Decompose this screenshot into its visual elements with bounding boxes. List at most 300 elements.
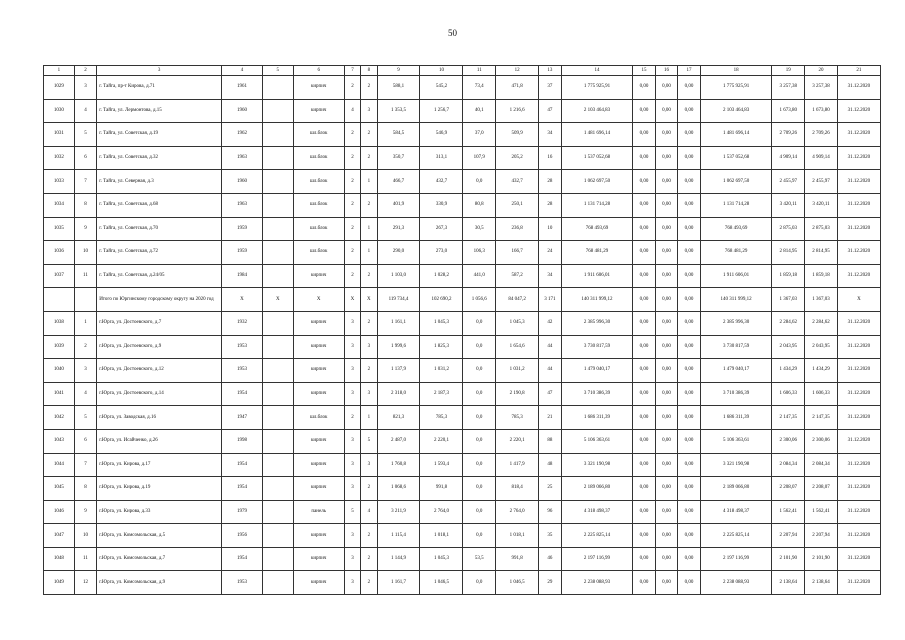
header-cell-12: 12 <box>496 66 539 76</box>
table-cell-col-4: 1960 <box>222 99 263 123</box>
table-cell-col-8: X <box>361 288 377 312</box>
table-cell-col-2: 11 <box>74 264 97 288</box>
table-cell-col-15: 0,00 <box>633 170 656 194</box>
table-cell-col-12: 509,9 <box>496 123 539 147</box>
table-cell-col-17: 0,00 <box>678 359 701 383</box>
table-cell-col-21: 31.12.2020 <box>837 500 880 524</box>
table-cell-col-21: 31.12.2020 <box>837 170 880 194</box>
table-cell-col-13: 28 <box>539 193 562 217</box>
table-cell-col-9: 588,1 <box>377 76 420 100</box>
table-cell-col-18: 4 318 498,37 <box>700 500 772 524</box>
table-cell-col-1: 1041 <box>44 382 75 406</box>
table-row <box>44 123 881 147</box>
table-cell-col-15: 0,00 <box>633 500 656 524</box>
table-cell-col-10: 991,8 <box>420 477 463 501</box>
table-cell-col-5 <box>262 429 293 453</box>
table-cell-col-21: X <box>837 288 880 312</box>
table-cell-col-20: 3 420,11 <box>805 193 838 217</box>
table-cell-col-17: 0,00 <box>678 76 701 100</box>
table-cell-col-17: 0,00 <box>678 524 701 548</box>
table-cell-col-12: 205,2 <box>496 146 539 170</box>
table-cell-col-13: 47 <box>539 99 562 123</box>
table-cell-col-16: 0,00 <box>655 406 678 430</box>
table-cell-col-6: кирпич <box>293 76 344 100</box>
table-cell-col-19: 4 909,14 <box>772 146 805 170</box>
header-cell-3: 3 <box>97 66 222 76</box>
table-cell-col-19: 2 300,06 <box>772 429 805 453</box>
table-cell-col-13: 25 <box>539 477 562 501</box>
table-cell-col-13: 24 <box>539 241 562 265</box>
table-cell-col-13: 28 <box>539 170 562 194</box>
table-cell-col-11: 80,8 <box>463 193 496 217</box>
table-cell-col-16: 0,00 <box>655 359 678 383</box>
table-cell-col-20: 2 875,03 <box>805 217 838 241</box>
table-cell-col-5: X <box>262 288 293 312</box>
table-cell-col-2: 5 <box>74 406 97 430</box>
table-cell-col-18: 2 197 116,99 <box>700 547 772 571</box>
table-cell-col-18: 1 686 311,39 <box>700 406 772 430</box>
table-cell-col-11: 0,0 <box>463 571 496 595</box>
table-cell-col-8: 3 <box>361 99 377 123</box>
table-cell-col-3: г.Юрга, ул. Достоевского, д.12 <box>97 359 222 383</box>
table-row <box>44 382 881 406</box>
table-cell-col-3: г.Юрга, ул. Заводская, д.16 <box>97 406 222 430</box>
table-cell-col-19: 3 420,11 <box>772 193 805 217</box>
table-cell-col-12: 2 190,8 <box>496 382 539 406</box>
table-cell-col-14: 2 225 825,14 <box>561 524 633 548</box>
header-cell-19: 19 <box>772 66 805 76</box>
table-cell-col-11: 0,0 <box>463 453 496 477</box>
table-cell-col-15: 0,00 <box>633 453 656 477</box>
table-cell-col-7: 3 <box>344 453 360 477</box>
table-cell-col-17: 0,00 <box>678 477 701 501</box>
table-cell-col-3: г.Юрга, ул. Комсомольская, д.9 <box>97 571 222 595</box>
table-cell-col-4: 1979 <box>222 500 263 524</box>
table-cell-col-16: 0,00 <box>655 217 678 241</box>
table-cell-col-18: 768 493,69 <box>700 217 772 241</box>
table-row <box>44 264 881 288</box>
table-cell-col-9: 1 161,1 <box>377 311 420 335</box>
table-cell-col-11: 0,0 <box>463 382 496 406</box>
table-cell-col-10: 546,9 <box>420 123 463 147</box>
table-cell-col-7: 2 <box>344 264 360 288</box>
table-cell-col-2: 2 <box>74 335 97 359</box>
header-cell-15: 15 <box>633 66 656 76</box>
table-cell-col-12: 1 216,6 <box>496 99 539 123</box>
table-cell-col-5 <box>262 477 293 501</box>
table-cell-col-11: 37,0 <box>463 123 496 147</box>
table-cell-col-13: 34 <box>539 264 562 288</box>
table-cell-col-18: 140 311 999,12 <box>700 288 772 312</box>
table-cell-col-14: 768 481,29 <box>561 241 633 265</box>
table-cell-col-19: 2 207,94 <box>772 524 805 548</box>
table-cell-col-20: 2 138,64 <box>805 571 838 595</box>
table-row <box>44 241 881 265</box>
table-cell-col-13: 35 <box>539 524 562 548</box>
table-cell-col-5 <box>262 453 293 477</box>
table-cell-col-15: 0,00 <box>633 477 656 501</box>
table-cell-col-7: 3 <box>344 524 360 548</box>
table-cell-col-5 <box>262 382 293 406</box>
table-cell-col-11: 441,0 <box>463 264 496 288</box>
table-cell-col-9: 2 487,0 <box>377 429 420 453</box>
table-row <box>44 500 881 524</box>
table-cell-col-18: 768 481,29 <box>700 241 772 265</box>
table-cell-col-3: г. Тайга, ул. Советская, д.68 <box>97 193 222 217</box>
table-cell-col-18: 2 238 088,93 <box>700 571 772 595</box>
table-cell-col-17: 0,00 <box>678 123 701 147</box>
table-cell-col-1: 1034 <box>44 193 75 217</box>
table-cell-col-20: 2 043,95 <box>805 335 838 359</box>
table-cell-col-16: 0,00 <box>655 335 678 359</box>
table-cell-col-14: 4 318 498,37 <box>561 500 633 524</box>
table-cell-col-1: 1036 <box>44 241 75 265</box>
table-cell-col-20: 2 207,94 <box>805 524 838 548</box>
table-cell-col-13: 46 <box>539 547 562 571</box>
table-cell-col-8: 2 <box>361 146 377 170</box>
table-cell-col-7: 2 <box>344 146 360 170</box>
header-cell-10: 10 <box>420 66 463 76</box>
table-cell-col-7: 3 <box>344 311 360 335</box>
table-cell-col-8: 3 <box>361 382 377 406</box>
table-cell-col-19: 1 434,29 <box>772 359 805 383</box>
table-cell-col-5 <box>262 264 293 288</box>
table-cell-col-17: 0,00 <box>678 571 701 595</box>
table-cell-col-13: 10 <box>539 217 562 241</box>
table-cell-col-3: г.Юрга, ул. Достоевского, д.14 <box>97 382 222 406</box>
header-cell-17: 17 <box>678 66 701 76</box>
table-cell-col-1: 1044 <box>44 453 75 477</box>
table-cell-col-7: 2 <box>344 123 360 147</box>
table-cell-col-15: 0,00 <box>633 524 656 548</box>
table-cell-col-11: 53,5 <box>463 547 496 571</box>
table-cell-col-21: 31.12.2020 <box>837 429 880 453</box>
table-cell-col-15: 0,00 <box>633 241 656 265</box>
table-cell-col-12: 432,7 <box>496 170 539 194</box>
table-cell-col-3: г. Тайга, ул. Лермонтова, д.15 <box>97 99 222 123</box>
table-cell-col-20: 1 367,03 <box>805 288 838 312</box>
table-cell-col-3: г.Юрга, ул. Кирова, д.19 <box>97 477 222 501</box>
table-cell-col-16: 0,00 <box>655 99 678 123</box>
table-cell-col-3: г.Юрга, ул. Исайченко, д.26 <box>97 429 222 453</box>
table-cell-col-16: 0,00 <box>655 571 678 595</box>
table-cell-col-6: кирпич <box>293 477 344 501</box>
table-cell-col-9: 821,3 <box>377 406 420 430</box>
table-cell-col-15: 0,00 <box>633 406 656 430</box>
table-cell-col-7: 3 <box>344 477 360 501</box>
table-cell-col-12: 991,8 <box>496 547 539 571</box>
table-cell-col-9: 2 318,0 <box>377 382 420 406</box>
table-cell-col-10: 273,0 <box>420 241 463 265</box>
table-cell-col-4: 1963 <box>222 146 263 170</box>
table-cell-col-14: 3 730 817,59 <box>561 335 633 359</box>
table-cell-col-1: 1046 <box>44 500 75 524</box>
table-cell-col-1 <box>44 288 75 312</box>
table-cell-col-19: 2 455,97 <box>772 170 805 194</box>
table-cell-col-10: 2 764,0 <box>420 500 463 524</box>
table-cell-col-13: 34 <box>539 123 562 147</box>
table-cell-col-6: кирпич <box>293 382 344 406</box>
table-cell-col-19: 2 875,03 <box>772 217 805 241</box>
table-cell-col-12: 1 417,9 <box>496 453 539 477</box>
table-cell-col-11: 0,0 <box>463 335 496 359</box>
table-cell-col-10: 267,3 <box>420 217 463 241</box>
table-cell-col-3: г. Тайга, ул. Советская, д.32 <box>97 146 222 170</box>
table-cell-col-20: 2 300,06 <box>805 429 838 453</box>
table-cell-col-10: 1 045,3 <box>420 311 463 335</box>
table-cell-col-14: 5 106 363,61 <box>561 429 633 453</box>
header-cell-4: 4 <box>222 66 263 76</box>
header-cell-14: 14 <box>561 66 633 76</box>
table-cell-col-12: 785,3 <box>496 406 539 430</box>
table-cell-col-10: 1 046,5 <box>420 571 463 595</box>
table-cell-col-14: 140 311 999,12 <box>561 288 633 312</box>
table-cell-col-13: 96 <box>539 500 562 524</box>
table-header-row <box>44 66 881 76</box>
table-cell-col-19: 2 101,90 <box>772 547 805 571</box>
table-cell-col-20: 2 455,97 <box>805 170 838 194</box>
table-cell-col-11: 0,0 <box>463 524 496 548</box>
table-cell-col-18: 5 106 363,61 <box>700 429 772 453</box>
table-cell-col-13: 44 <box>539 335 562 359</box>
table-cell-col-13: 37 <box>539 76 562 100</box>
table-cell-col-7: 4 <box>344 99 360 123</box>
table-cell-col-8: 5 <box>361 429 377 453</box>
table-cell-col-1: 1031 <box>44 123 75 147</box>
table-cell-col-4: 1932 <box>222 311 263 335</box>
table-cell-col-13: 16 <box>539 146 562 170</box>
table-cell-col-12: 818,4 <box>496 477 539 501</box>
table-cell-col-9: 1 353,5 <box>377 99 420 123</box>
table-cell-col-8: 3 <box>361 335 377 359</box>
table-cell-col-16: 0,00 <box>655 288 678 312</box>
table-cell-col-10: 330,9 <box>420 193 463 217</box>
header-cell-18: 18 <box>700 66 772 76</box>
table-cell-col-2: 9 <box>74 217 97 241</box>
table-cell-col-21: 31.12.2020 <box>837 406 880 430</box>
table-cell-col-6: шл.блок <box>293 241 344 265</box>
table-cell-col-21: 31.12.2020 <box>837 99 880 123</box>
table-cell-col-14: 3 321 190,98 <box>561 453 633 477</box>
table-cell-col-9: 1 760,8 <box>377 453 420 477</box>
table-cell-col-12: 1 046,5 <box>496 571 539 595</box>
table-cell-col-8: 1 <box>361 170 377 194</box>
table-cell-col-19: 2 709,26 <box>772 123 805 147</box>
table-cell-col-6: кирпич <box>293 524 344 548</box>
table-cell-col-21: 31.12.2020 <box>837 193 880 217</box>
table-cell-col-10: 1 018,1 <box>420 524 463 548</box>
table-cell-col-7: 3 <box>344 571 360 595</box>
table-cell-col-21: 31.12.2020 <box>837 547 880 571</box>
table-row <box>44 429 881 453</box>
table-cell-col-1: 1040 <box>44 359 75 383</box>
header-cell-1: 1 <box>44 66 75 76</box>
table-cell-col-18: 1 537 052,68 <box>700 146 772 170</box>
table-cell-col-6: панель <box>293 500 344 524</box>
table-cell-col-9: 1 144,9 <box>377 547 420 571</box>
table-row <box>44 217 881 241</box>
table-cell-col-13: 42 <box>539 311 562 335</box>
table-cell-col-20: 1 562,41 <box>805 500 838 524</box>
table-cell-col-1: 1045 <box>44 477 75 501</box>
table-cell-col-2: 7 <box>74 453 97 477</box>
table-cell-col-21: 31.12.2020 <box>837 359 880 383</box>
table-cell-col-1: 1030 <box>44 99 75 123</box>
table-cell-col-12: 471,8 <box>496 76 539 100</box>
table-cell-col-4: 1962 <box>222 123 263 147</box>
table-cell-col-6: шл.блок <box>293 123 344 147</box>
table-cell-col-16: 0,00 <box>655 76 678 100</box>
table-cell-col-19: 1 673,80 <box>772 99 805 123</box>
table-cell-col-9: 1 999,6 <box>377 335 420 359</box>
table-cell-col-7: X <box>344 288 360 312</box>
table-cell-col-14: 1 479 040,17 <box>561 359 633 383</box>
table-cell-col-9: 1 068,6 <box>377 477 420 501</box>
table-cell-col-15: 0,00 <box>633 547 656 571</box>
table-cell-col-17: 0,00 <box>678 170 701 194</box>
table-cell-col-18: 3 730 817,59 <box>700 335 772 359</box>
table-cell-col-15: 0,00 <box>633 146 656 170</box>
table-cell-col-6: кирпич <box>293 429 344 453</box>
table-cell-col-18: 1 481 696,14 <box>700 123 772 147</box>
table-cell-col-7: 3 <box>344 429 360 453</box>
table-cell-col-20: 2 208,07 <box>805 477 838 501</box>
table-cell-col-13: 3 171 <box>539 288 562 312</box>
table-cell-col-9: 290,0 <box>377 241 420 265</box>
table-cell-col-20: 1 673,80 <box>805 99 838 123</box>
table-cell-col-6: шл.блок <box>293 193 344 217</box>
table-cell-col-16: 0,00 <box>655 170 678 194</box>
table-cell-col-12: 1 031,2 <box>496 359 539 383</box>
table-cell-col-5 <box>262 193 293 217</box>
table-cell-col-17: 0,00 <box>678 311 701 335</box>
table-cell-col-6: кирпич <box>293 264 344 288</box>
table-row <box>44 359 881 383</box>
table-cell-col-7: 3 <box>344 382 360 406</box>
table-cell-col-6: кирпич <box>293 359 344 383</box>
table-cell-col-18: 1 775 925,91 <box>700 76 772 100</box>
table-cell-col-3: г. Тайга, ул. Советская, д.24/05 <box>97 264 222 288</box>
table-cell-col-2: 8 <box>74 193 97 217</box>
table-cell-col-3: г.Юрга, ул. Кирова, д.17 <box>97 453 222 477</box>
table-cell-col-5 <box>262 76 293 100</box>
table-cell-col-18: 1 131 714,28 <box>700 193 772 217</box>
table-cell-col-15: 0,00 <box>633 335 656 359</box>
table-cell-col-17: 0,00 <box>678 241 701 265</box>
table-row <box>44 288 881 312</box>
table-cell-col-5 <box>262 547 293 571</box>
table-cell-col-8: 2 <box>361 76 377 100</box>
table-row <box>44 453 881 477</box>
table-cell-col-5 <box>262 146 293 170</box>
table-cell-col-10: 1 593,4 <box>420 453 463 477</box>
table-cell-col-2: 3 <box>74 359 97 383</box>
table-cell-col-3: г. Тайга, ул. Северная, д.3 <box>97 170 222 194</box>
table-cell-col-1: 1037 <box>44 264 75 288</box>
table-row <box>44 477 881 501</box>
table-cell-col-14: 2 103 464,83 <box>561 99 633 123</box>
table-cell-col-15: 0,00 <box>633 571 656 595</box>
table-cell-col-11: 1 056,6 <box>463 288 496 312</box>
table-cell-col-5 <box>262 500 293 524</box>
table-cell-col-15: 0,00 <box>633 382 656 406</box>
table-cell-col-4: 1956 <box>222 524 263 548</box>
table-cell-col-16: 0,00 <box>655 146 678 170</box>
table-cell-col-9: 291,3 <box>377 217 420 241</box>
table-cell-col-2: 3 <box>74 76 97 100</box>
table-row <box>44 524 881 548</box>
table-cell-col-1: 1038 <box>44 311 75 335</box>
table-cell-col-11: 30,5 <box>463 217 496 241</box>
table-cell-col-16: 0,00 <box>655 264 678 288</box>
table-cell-col-14: 1 062 697,50 <box>561 170 633 194</box>
table-cell-col-19: 2 814,95 <box>772 241 805 265</box>
table-cell-col-1: 1043 <box>44 429 75 453</box>
table-cell-col-15: 0,00 <box>633 429 656 453</box>
table-cell-col-6: кирпич <box>293 311 344 335</box>
table-cell-col-13: 44 <box>539 359 562 383</box>
table-cell-col-11: 106,3 <box>463 241 496 265</box>
table-cell-col-21: 31.12.2020 <box>837 241 880 265</box>
table-cell-col-1: 1049 <box>44 571 75 595</box>
table-cell-col-18: 3 321 190,98 <box>700 453 772 477</box>
table-cell-col-7: 3 <box>344 547 360 571</box>
header-cell-2: 2 <box>74 66 97 76</box>
table-cell-col-7: 2 <box>344 217 360 241</box>
table-cell-col-4: 1961 <box>222 76 263 100</box>
table-cell-col-6: кирпич <box>293 547 344 571</box>
table-cell-col-16: 0,00 <box>655 382 678 406</box>
table-cell-col-2: 7 <box>74 170 97 194</box>
table-cell-col-3: Итого по Юргинскому городскому округу на 2020 год <box>97 288 222 312</box>
table-cell-col-21: 31.12.2020 <box>837 311 880 335</box>
table-cell-col-1: 1048 <box>44 547 75 571</box>
table-cell-col-8: 2 <box>361 264 377 288</box>
table-cell-col-8: 2 <box>361 547 377 571</box>
table-cell-col-8: 1 <box>361 406 377 430</box>
table-cell-col-20: 4 909,14 <box>805 146 838 170</box>
table-cell-col-20: 2 284,62 <box>805 311 838 335</box>
table-cell-col-3: г.Юрга, ул. Достоевского, д.9 <box>97 335 222 359</box>
table-cell-col-21: 31.12.2020 <box>837 123 880 147</box>
table-cell-col-5 <box>262 241 293 265</box>
header-cell-5: 5 <box>262 66 293 76</box>
table-cell-col-17: 0,00 <box>678 288 701 312</box>
table-cell-col-4: 1953 <box>222 571 263 595</box>
table-cell-col-14: 1 686 311,39 <box>561 406 633 430</box>
header-cell-7: 7 <box>344 66 360 76</box>
table-cell-col-13: 48 <box>539 453 562 477</box>
table-cell-col-19: 2 084,34 <box>772 453 805 477</box>
table-cell-col-7: 5 <box>344 500 360 524</box>
table-cell-col-9: 1 103,0 <box>377 264 420 288</box>
table-cell-col-7: 2 <box>344 406 360 430</box>
table-cell-col-16: 0,00 <box>655 193 678 217</box>
table-row <box>44 146 881 170</box>
table-cell-col-19: 2 043,95 <box>772 335 805 359</box>
table-cell-col-11: 0,0 <box>463 311 496 335</box>
table-cell-col-21: 31.12.2020 <box>837 453 880 477</box>
table-cell-col-14: 3 710 386,39 <box>561 382 633 406</box>
table-cell-col-4: 1960 <box>222 170 263 194</box>
table-cell-col-5 <box>262 123 293 147</box>
table-row <box>44 406 881 430</box>
table-cell-col-20: 2 101,90 <box>805 547 838 571</box>
table-cell-col-12: 236,8 <box>496 217 539 241</box>
table-cell-col-8: 2 <box>361 123 377 147</box>
table-cell-col-12: 1 018,1 <box>496 524 539 548</box>
table-cell-col-6: кирпич <box>293 453 344 477</box>
